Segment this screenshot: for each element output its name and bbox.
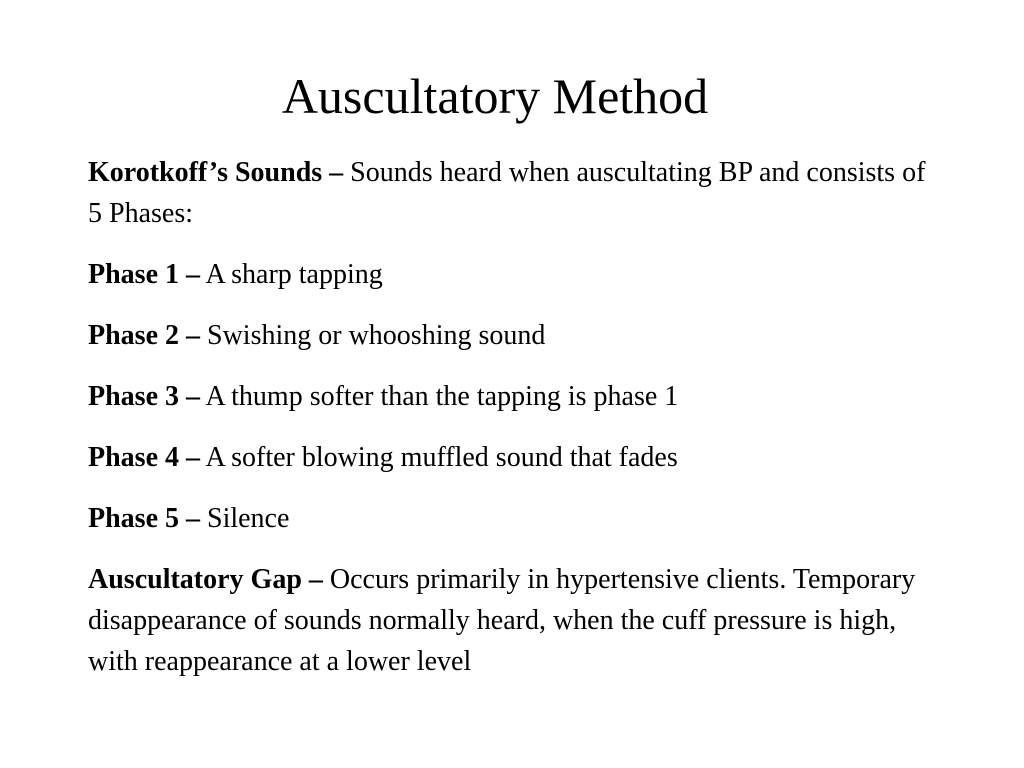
term-description: A softer blowing muffled sound that fades — [200, 442, 678, 473]
paragraph-korotkoff-sounds — [88, 152, 928, 234]
slide-title: Auscultatory Method — [281, 68, 709, 124]
term-label: Auscultatory Gap – — [88, 564, 323, 595]
term-description: Occurs primarily in hypertensive clients. Temporary disappearance of sounds normally heard, when the cuff pressure is high, with reappearance at a lower level — [88, 564, 916, 677]
term-description: A sharp tapping — [200, 259, 383, 290]
term-label: Phase 2 – — [88, 320, 200, 351]
term-label: Phase 3 – — [88, 381, 200, 412]
term-label: Phase 5 – — [88, 503, 200, 534]
paragraph-phase-4 — [88, 437, 928, 478]
paragraph-phase-3 — [88, 376, 928, 417]
term-description: A thump softer than the tapping is phase 1 — [200, 381, 679, 412]
paragraph-phase-2 — [88, 315, 928, 356]
paragraph-phase-1 — [88, 254, 928, 295]
paragraph-phase-5 — [88, 498, 928, 539]
term-label: Phase 4 – — [88, 442, 200, 473]
term-label: Korotkoff’s Sounds – — [88, 157, 344, 188]
term-description: Sounds heard when auscultating BP and consists of 5 Phases: — [88, 157, 926, 229]
slide-body — [88, 152, 928, 702]
term-label: Phase 1 – — [88, 259, 200, 290]
paragraph-auscultatory-gap — [88, 559, 928, 682]
term-description: Silence — [200, 503, 290, 534]
term-description: Swishing or whooshing sound — [200, 320, 546, 351]
